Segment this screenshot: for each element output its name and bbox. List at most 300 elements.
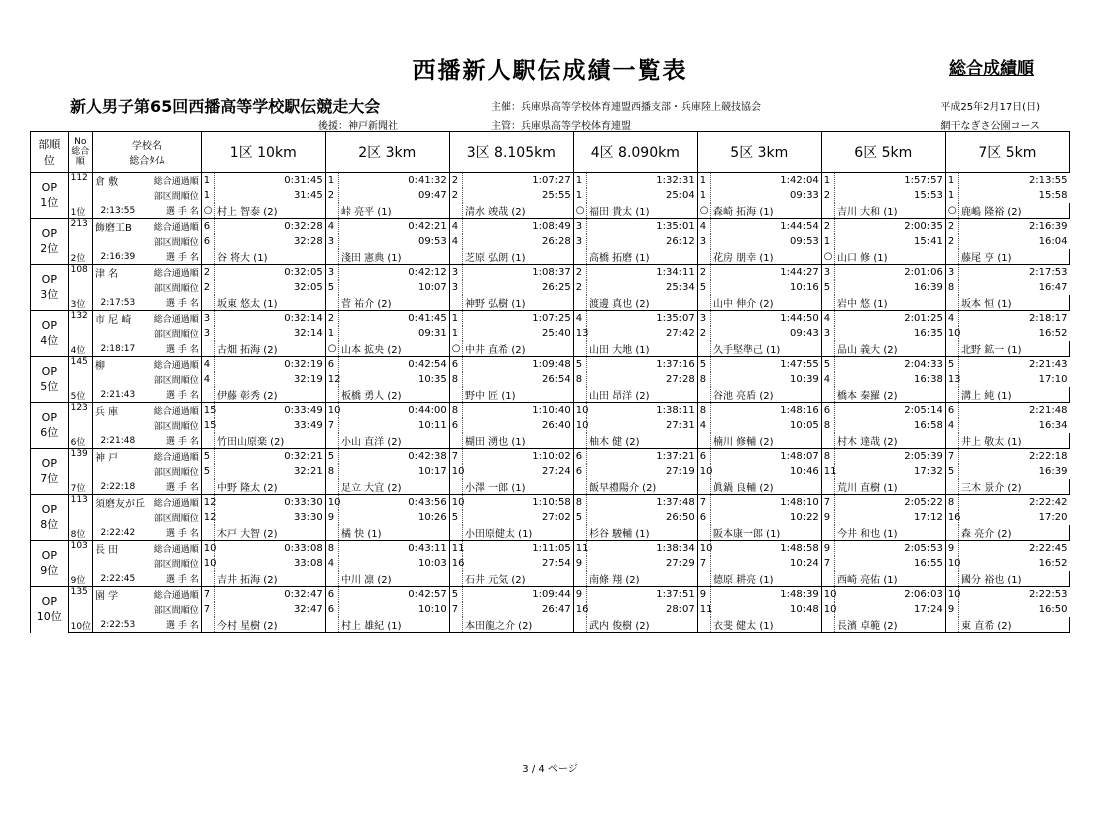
row-label: 部区間順位 bbox=[137, 464, 201, 479]
leg-section-time: 27:24 bbox=[541, 466, 571, 477]
leg-section-rank: 10 bbox=[449, 464, 462, 479]
leg-cumulative-time: 2:04:33 bbox=[835, 357, 946, 373]
team-rank-cell bbox=[31, 357, 69, 403]
leg-best-mark bbox=[697, 525, 710, 541]
leg-section-rank: 4 bbox=[325, 556, 338, 571]
leg-section-rank: 5 bbox=[573, 510, 586, 525]
team-number: 135 bbox=[68, 587, 92, 603]
runner-name: 南條 翔 (2) bbox=[586, 571, 697, 587]
team-rank: 6位 bbox=[40, 426, 59, 439]
school-spacer bbox=[93, 188, 138, 203]
leg-pass-rank: 9 bbox=[821, 541, 834, 557]
leg-cumulative-time: 1:07:27 bbox=[462, 173, 573, 189]
total-time: 2:22:53 bbox=[93, 617, 138, 633]
leg-section-rank: 16 bbox=[945, 510, 958, 525]
runner-name: 花房 朋幸 (1) bbox=[710, 249, 821, 265]
leg-cumulative-time: 0:32:14 bbox=[214, 311, 325, 327]
leg-best-mark bbox=[821, 479, 834, 495]
leg-best-mark bbox=[697, 249, 710, 265]
leg-section-time: 17:20 bbox=[1038, 512, 1068, 523]
team-number: 108 bbox=[68, 265, 92, 281]
team-rank-cell bbox=[31, 311, 69, 357]
leg-section-rank: 6 bbox=[697, 510, 710, 525]
team-rank-cell bbox=[31, 541, 69, 587]
team-rank: 4位 bbox=[40, 334, 59, 347]
runner-name: 木戸 大智 (2) bbox=[214, 525, 325, 541]
leg-pass-rank: 2 bbox=[697, 265, 710, 281]
leg-cumulative-time: 1:48:07 bbox=[710, 449, 821, 465]
leg-section-time: 16:34 bbox=[1038, 420, 1068, 431]
leg-cumulative-time: 2:01:25 bbox=[835, 311, 946, 327]
leg-pass-rank: 1 bbox=[945, 173, 958, 189]
runner-name: 中野 隆太 (2) bbox=[214, 479, 325, 495]
runner-name: 山田 昂洋 (2) bbox=[586, 387, 697, 403]
leg-best-mark bbox=[449, 571, 462, 587]
team-rank: 8位 bbox=[40, 518, 59, 531]
leg-section-rank: 11 bbox=[821, 464, 834, 479]
leg-pass-rank: 3 bbox=[697, 311, 710, 327]
leg-section-time: 27:28 bbox=[665, 374, 695, 385]
leg-section-rank: 7 bbox=[201, 602, 214, 617]
leg-cumulative-time: 1:38:11 bbox=[586, 403, 697, 419]
leg-section-time: 26:50 bbox=[665, 512, 695, 523]
leg-best-mark bbox=[945, 295, 958, 311]
school-spacer bbox=[93, 234, 138, 249]
no-spacer bbox=[68, 372, 92, 387]
leg-cumulative-time: 1:48:10 bbox=[710, 495, 821, 511]
leg-cumulative-time: 1:44:54 bbox=[710, 219, 821, 235]
leg-section-time: 32:47 bbox=[293, 604, 323, 615]
leg-best-mark bbox=[821, 295, 834, 311]
runner-name: 山本 拡央 (2) bbox=[338, 341, 449, 357]
op-label: OP bbox=[41, 503, 57, 516]
leg-best-mark bbox=[945, 387, 958, 403]
runner-name: 楜田 湧也 (1) bbox=[462, 433, 573, 449]
leg-cumulative-time: 1:37:51 bbox=[586, 587, 697, 603]
leg-best-mark bbox=[573, 249, 586, 265]
leg-cumulative-time: 1:08:37 bbox=[462, 265, 573, 281]
leg-best-mark bbox=[697, 295, 710, 311]
overall-position: 8位 bbox=[68, 525, 92, 541]
leg-pass-rank: 10 bbox=[697, 541, 710, 557]
team-rank-cell bbox=[31, 495, 69, 541]
total-time: 2:21:48 bbox=[93, 433, 138, 449]
team-row bbox=[31, 449, 1070, 465]
leg-section-time: 16:52 bbox=[1038, 328, 1068, 339]
leg-pass-rank: 2 bbox=[945, 219, 958, 235]
school-name: 兵 庫 bbox=[93, 403, 138, 419]
leg-best-mark bbox=[325, 433, 338, 449]
leg-section-rank: 4 bbox=[945, 418, 958, 433]
leg-best-mark bbox=[201, 341, 214, 357]
leg-pass-rank: 4 bbox=[697, 219, 710, 235]
team-row bbox=[31, 587, 1070, 603]
leg-section-time: 10:17 bbox=[417, 466, 447, 477]
leg-pass-rank: 3 bbox=[201, 311, 214, 327]
leg-cumulative-time: 0:33:08 bbox=[214, 541, 325, 557]
leg-pass-rank: 1 bbox=[573, 173, 586, 189]
leg-section-time: 26:12 bbox=[665, 236, 695, 247]
op-label: OP bbox=[41, 227, 57, 240]
leg-section-time: 33:08 bbox=[293, 558, 323, 569]
leg-section-rank: 9 bbox=[821, 510, 834, 525]
leg-best-mark bbox=[201, 249, 214, 265]
leg-cumulative-time: 0:32:19 bbox=[214, 357, 325, 373]
runner-name: 村木 達哉 (2) bbox=[835, 433, 946, 449]
leg-pass-rank: 11 bbox=[449, 541, 462, 557]
leg-section-rank: 16 bbox=[449, 556, 462, 571]
runner-name: 國分 裕也 (1) bbox=[959, 571, 1070, 587]
school-name: 園 学 bbox=[93, 587, 138, 603]
team-rank-cell bbox=[31, 449, 69, 495]
leg-pass-rank: 8 bbox=[821, 449, 834, 465]
leg-pass-rank: 7 bbox=[945, 449, 958, 465]
leg-section-rank: 16 bbox=[573, 602, 586, 617]
row-label: 選 手 名 bbox=[137, 525, 201, 541]
row-label: 選 手 名 bbox=[137, 203, 201, 219]
runner-name: 山口 修 (1) bbox=[835, 249, 946, 265]
team-row bbox=[31, 403, 1070, 419]
row-label: 部区間順位 bbox=[137, 280, 201, 295]
runner-name: 杉谷 駿輔 (1) bbox=[586, 525, 697, 541]
runner-name: 西崎 亮佑 (1) bbox=[835, 571, 946, 587]
leg-pass-rank: 7 bbox=[697, 495, 710, 511]
overall-position: 9位 bbox=[68, 571, 92, 587]
team-row bbox=[31, 387, 1070, 403]
leg-cumulative-time: 1:10:40 bbox=[462, 403, 573, 419]
team-rank: 3位 bbox=[40, 288, 59, 301]
leg-cumulative-time: 2:21:43 bbox=[959, 357, 1070, 373]
overall-position: 4位 bbox=[68, 341, 92, 357]
leg-pass-rank: 6 bbox=[449, 357, 462, 373]
runner-name: 古畑 拓海 (2) bbox=[214, 341, 325, 357]
leg-section-rank: 10 bbox=[821, 602, 834, 617]
school-spacer bbox=[93, 556, 138, 571]
leg-section-rank: 1 bbox=[325, 326, 338, 341]
runner-name: 久手堅準己 (1) bbox=[710, 341, 821, 357]
leg-best-mark: ○ bbox=[449, 341, 462, 357]
overall-position: 7位 bbox=[68, 479, 92, 495]
leg-pass-rank: 1 bbox=[697, 173, 710, 189]
team-row bbox=[31, 571, 1070, 587]
leg-cumulative-time: 2:01:06 bbox=[835, 265, 946, 281]
leg-cumulative-time: 2:05:14 bbox=[835, 403, 946, 419]
leg-best-mark bbox=[697, 341, 710, 357]
leg-cumulative-time: 1:35:01 bbox=[586, 219, 697, 235]
leg-section-rank: 8 bbox=[325, 464, 338, 479]
op-label: OP bbox=[41, 319, 57, 332]
runner-name: 坂本 恒 (1) bbox=[959, 295, 1070, 311]
team-row bbox=[31, 617, 1070, 633]
leg-best-mark bbox=[945, 617, 958, 633]
team-number: 123 bbox=[68, 403, 92, 419]
team-rank-cell bbox=[31, 587, 69, 633]
row-label: 選 手 名 bbox=[137, 341, 201, 357]
leg-section-rank: 6 bbox=[449, 418, 462, 433]
leg-cumulative-time: 0:31:45 bbox=[214, 173, 325, 189]
leg-section-rank: 8 bbox=[821, 418, 834, 433]
op-label: OP bbox=[41, 365, 57, 378]
leg-section-time: 32:28 bbox=[293, 236, 323, 247]
leg-best-mark: ○ bbox=[821, 249, 834, 265]
runner-name: 井上 敬太 (1) bbox=[959, 433, 1070, 449]
leg-pass-rank: 10 bbox=[325, 403, 338, 419]
team-row bbox=[31, 602, 1070, 617]
row-label: 部区間順位 bbox=[137, 234, 201, 249]
runner-name: 森崎 拓海 (1) bbox=[710, 203, 821, 219]
leg-best-mark bbox=[697, 617, 710, 633]
team-row bbox=[31, 234, 1070, 249]
leg-best-mark: ○ bbox=[697, 203, 710, 219]
leg-best-mark: ○ bbox=[325, 341, 338, 357]
leg-pass-rank: 6 bbox=[697, 449, 710, 465]
leg-section-rank: 6 bbox=[325, 602, 338, 617]
leg-best-mark bbox=[573, 525, 586, 541]
leg-section-time: 17:32 bbox=[913, 466, 943, 477]
leg-pass-rank: 8 bbox=[697, 403, 710, 419]
leg-pass-rank: 6 bbox=[573, 449, 586, 465]
leg-cumulative-time: 0:43:11 bbox=[338, 541, 449, 557]
leg-cumulative-time: 0:42:38 bbox=[338, 449, 449, 465]
leg-cumulative-time: 1:47:55 bbox=[710, 357, 821, 373]
leg-pass-rank: 11 bbox=[573, 541, 586, 557]
runner-name: 中井 直希 (2) bbox=[462, 341, 573, 357]
leg-section-time: 10:10 bbox=[417, 604, 447, 615]
runner-name: 小山 直洋 (2) bbox=[338, 433, 449, 449]
leg-best-mark bbox=[945, 433, 958, 449]
runner-name: 谷池 亮盾 (2) bbox=[710, 387, 821, 403]
leg-section-time: 16:38 bbox=[913, 374, 943, 385]
overall-position: 6位 bbox=[68, 433, 92, 449]
runner-name: 谷 将大 (1) bbox=[214, 249, 325, 265]
header-school-label: 学校名 bbox=[131, 141, 162, 152]
row-label: 総合通過順 bbox=[137, 587, 201, 603]
leg-pass-rank: 10 bbox=[201, 541, 214, 557]
leg-section-time: 25:55 bbox=[541, 190, 571, 201]
race-date: 平成25年2月17日(日) bbox=[940, 102, 1040, 113]
leg-section-time: 26:28 bbox=[541, 236, 571, 247]
leg-section-time: 33:30 bbox=[293, 512, 323, 523]
leg-section-time: 10:26 bbox=[417, 512, 447, 523]
runner-name: 村上 雄紀 (1) bbox=[338, 617, 449, 633]
team-number: 113 bbox=[68, 495, 92, 511]
leg-best-mark bbox=[325, 617, 338, 633]
team-rank: 10位 bbox=[36, 610, 62, 624]
leg-section-rank: 3 bbox=[201, 326, 214, 341]
leg-section-time: 28:07 bbox=[665, 604, 695, 615]
leg-cumulative-time: 0:33:30 bbox=[214, 495, 325, 511]
no-spacer bbox=[68, 602, 92, 617]
leg-best-mark bbox=[573, 479, 586, 495]
leg-section-time: 10:24 bbox=[789, 558, 819, 569]
leg-cumulative-time: 2:22:45 bbox=[959, 541, 1070, 557]
leg-best-mark bbox=[325, 479, 338, 495]
leg-section-rank: 2 bbox=[573, 280, 586, 295]
leg-best-mark bbox=[573, 341, 586, 357]
leg-pass-rank: 4 bbox=[821, 311, 834, 327]
leg-section-rank: 3 bbox=[449, 280, 462, 295]
row-label: 選 手 名 bbox=[137, 387, 201, 403]
leg-section-rank: 13 bbox=[945, 372, 958, 387]
row-label: 部区間順位 bbox=[137, 556, 201, 571]
leg-section-time: 26:54 bbox=[541, 374, 571, 385]
header-leg: 3区 8.105km bbox=[449, 132, 573, 173]
leg-section-time: 10:39 bbox=[789, 374, 819, 385]
no-spacer bbox=[68, 188, 92, 203]
leg-section-time: 33:49 bbox=[293, 420, 323, 431]
organizer: 主催：兵庫県高等学校体育連盟西播支部・兵庫陸上競技協会 bbox=[491, 102, 761, 113]
leg-pass-rank: 1 bbox=[201, 173, 214, 189]
leg-cumulative-time: 0:42:12 bbox=[338, 265, 449, 281]
leg-section-time: 25:04 bbox=[665, 190, 695, 201]
leg-cumulative-time: 1:37:48 bbox=[586, 495, 697, 511]
leg-section-time: 09:47 bbox=[417, 190, 447, 201]
rank-label: 総合成績順 bbox=[949, 59, 1034, 79]
runner-name: 坂東 悠太 (1) bbox=[214, 295, 325, 311]
leg-pass-rank: 4 bbox=[201, 357, 214, 373]
leg-section-time: 10:46 bbox=[789, 466, 819, 477]
runner-name: 村上 智泰 (2) bbox=[214, 203, 325, 219]
leg-section-rank: 1 bbox=[201, 188, 214, 203]
leg-section-time: 17:24 bbox=[913, 604, 943, 615]
leg-section-time: 32:19 bbox=[293, 374, 323, 385]
row-label: 総合通過順 bbox=[137, 173, 201, 189]
school-spacer bbox=[93, 326, 138, 341]
leg-best-mark bbox=[449, 479, 462, 495]
runner-name: 芝原 弘朗 (1) bbox=[462, 249, 573, 265]
leg-cumulative-time: 0:32:28 bbox=[214, 219, 325, 235]
leg-cumulative-time: 0:43:56 bbox=[338, 495, 449, 511]
leg-section-rank: 5 bbox=[325, 280, 338, 295]
row-label: 総合通過順 bbox=[137, 311, 201, 327]
leg-cumulative-time: 2:22:42 bbox=[959, 495, 1070, 511]
leg-section-rank: 3 bbox=[573, 234, 586, 249]
team-row bbox=[31, 357, 1070, 373]
team-rank: 7位 bbox=[40, 472, 59, 485]
page-title: 西播新人駅伝成績一覧表 bbox=[412, 58, 688, 84]
leg-section-rank: 13 bbox=[573, 326, 586, 341]
leg-section-time: 32:21 bbox=[293, 466, 323, 477]
leg-section-rank: 2 bbox=[697, 326, 710, 341]
leg-pass-rank: 5 bbox=[201, 449, 214, 465]
leg-section-rank: 8 bbox=[573, 372, 586, 387]
op-label: OP bbox=[41, 595, 57, 609]
leg-section-rank: 4 bbox=[449, 234, 462, 249]
row-label: 選 手 名 bbox=[137, 617, 201, 633]
leg-pass-rank: 7 bbox=[201, 587, 214, 603]
leg-section-time: 10:22 bbox=[789, 512, 819, 523]
leg-cumulative-time: 1:44:27 bbox=[710, 265, 821, 281]
leg-section-rank: 15 bbox=[201, 418, 214, 433]
leg-cumulative-time: 0:32:21 bbox=[214, 449, 325, 465]
header-leg: 1区 10km bbox=[201, 132, 325, 173]
leg-cumulative-time: 1:48:39 bbox=[710, 587, 821, 603]
leg-cumulative-time: 2:06:03 bbox=[835, 587, 946, 603]
leg-pass-rank: 8 bbox=[945, 495, 958, 511]
leg-section-time: 16:58 bbox=[913, 420, 943, 431]
leg-section-rank: 7 bbox=[449, 602, 462, 617]
leg-cumulative-time: 1:10:58 bbox=[462, 495, 573, 511]
leg-section-time: 25:34 bbox=[665, 282, 695, 293]
leg-section-rank: 10 bbox=[945, 556, 958, 571]
leg-best-mark bbox=[325, 203, 338, 219]
leg-pass-rank: 5 bbox=[697, 357, 710, 373]
team-row bbox=[31, 173, 1070, 189]
team-row bbox=[31, 203, 1070, 219]
team-row bbox=[31, 525, 1070, 541]
leg-section-rank: 1 bbox=[821, 234, 834, 249]
runner-name: 森 亮介 (2) bbox=[959, 525, 1070, 541]
row-label: 部区間順位 bbox=[137, 188, 201, 203]
leg-best-mark bbox=[821, 433, 834, 449]
team-row bbox=[31, 311, 1070, 327]
total-time: 2:22:42 bbox=[93, 525, 138, 541]
leg-section-rank: 2 bbox=[821, 188, 834, 203]
row-label: 総合通過順 bbox=[137, 403, 201, 419]
school-spacer bbox=[93, 280, 138, 295]
runner-name: 竹田山原楽 (2) bbox=[214, 433, 325, 449]
leg-pass-rank: 10 bbox=[945, 587, 958, 603]
team-row bbox=[31, 326, 1070, 341]
runner-name: 今井 和也 (1) bbox=[835, 525, 946, 541]
leg-section-rank: 5 bbox=[697, 280, 710, 295]
total-time: 2:21:43 bbox=[93, 387, 138, 403]
leg-best-mark bbox=[821, 525, 834, 541]
runner-name: 德原 耕亮 (1) bbox=[710, 571, 821, 587]
leg-cumulative-time: 1:09:44 bbox=[462, 587, 573, 603]
results-table bbox=[30, 131, 1070, 633]
row-label: 選 手 名 bbox=[137, 295, 201, 311]
leg-pass-rank: 6 bbox=[325, 357, 338, 373]
team-rank-cell bbox=[31, 265, 69, 311]
team-row bbox=[31, 280, 1070, 295]
no-spacer bbox=[68, 280, 92, 295]
total-time: 2:16:39 bbox=[93, 249, 138, 265]
leg-section-time: 15:41 bbox=[913, 236, 943, 247]
row-label: 総合通過順 bbox=[137, 449, 201, 465]
leg-best-mark: ○ bbox=[201, 203, 214, 219]
leg-section-rank: 2 bbox=[449, 188, 462, 203]
team-rank: 1位 bbox=[40, 196, 59, 209]
header-school bbox=[93, 132, 202, 173]
leg-section-time: 15:58 bbox=[1038, 190, 1068, 201]
team-row bbox=[31, 510, 1070, 525]
leg-section-rank: 5 bbox=[945, 464, 958, 479]
row-label: 部区間順位 bbox=[137, 602, 201, 617]
op-label: OP bbox=[41, 273, 57, 286]
leg-section-rank: 4 bbox=[201, 372, 214, 387]
runner-name: 溝上 純 (1) bbox=[959, 387, 1070, 403]
runner-name: 野中 匠 (1) bbox=[462, 387, 573, 403]
team-row bbox=[31, 495, 1070, 511]
leg-best-mark bbox=[821, 617, 834, 633]
leg-section-time: 16:39 bbox=[1038, 466, 1068, 477]
team-number: 132 bbox=[68, 311, 92, 327]
leg-cumulative-time: 1:34:11 bbox=[586, 265, 697, 281]
row-label: 総合通過順 bbox=[137, 357, 201, 373]
row-label: 総合通過順 bbox=[137, 219, 201, 235]
header-leg: 7区 5km bbox=[945, 132, 1069, 173]
school-name: 津 名 bbox=[93, 265, 138, 281]
op-label: OP bbox=[41, 457, 57, 470]
leg-pass-rank: 3 bbox=[573, 219, 586, 235]
leg-cumulative-time: 0:44:00 bbox=[338, 403, 449, 419]
row-label: 部区間順位 bbox=[137, 510, 201, 525]
leg-best-mark bbox=[945, 249, 958, 265]
leg-cumulative-time: 1:37:16 bbox=[586, 357, 697, 373]
leg-best-mark bbox=[821, 203, 834, 219]
leg-section-rank: 10 bbox=[201, 556, 214, 571]
